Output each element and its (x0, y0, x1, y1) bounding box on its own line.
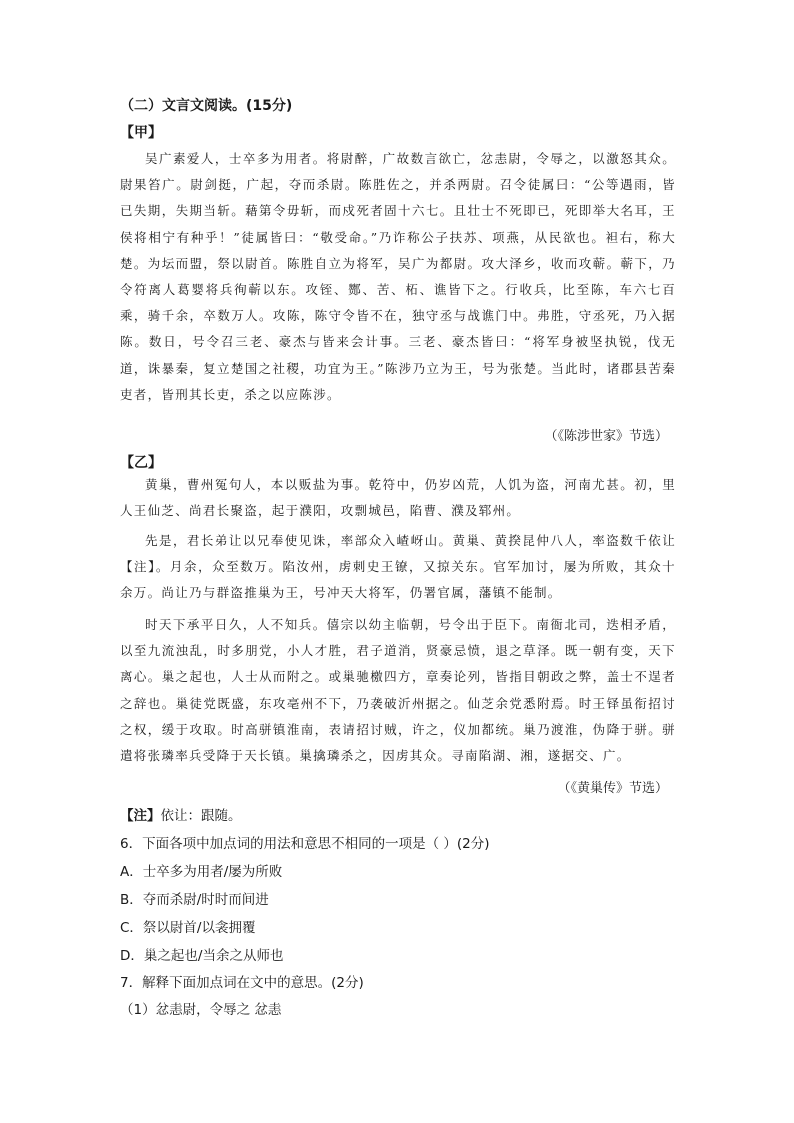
question-6-stem: 6．下面各项中加点词的用法和意思不相同的一项是（ ）(2分) (120, 836, 490, 852)
section-heading: （二）文言文阅读。(15分) (120, 98, 293, 114)
question-6-option-a: A．士卒多为用者/屡为所败 (120, 864, 283, 880)
question-6-option-d: D．巢之起也/当余之从师也 (120, 948, 284, 964)
passage-b-paragraph-3: 时天下承平日久，人不知兵。僖宗以幼主临朝，号令出于臣下。南衙北司，迭相矛盾，以至九流浊乱，时多朋党，小人才胜，君子道消，贤豪忌愤，退之草泽。既一朝有变，天下离心。巢之起也，人士从而附之。或巢驰檄四方，章奏论列，皆指目朝政之弊，盖士不逞者之辞也。巢徒党既盛，东攻亳州不下，乃袭破沂州据之。仙芝余党悉附焉。时王铎虽衔招讨之权，缓于攻取。时高骈镇淮南，表请招讨贼，许之，仪加都统。巢乃渡淮，伪降于骈。骈遣将张璘率兵受降于天长镇。巢擒璘杀之，因虏其众。寻南陷湖、湘，遂据交、广。 (120, 617, 676, 764)
question-7-stem: 7．解释下面加点词在文中的意思。(2分) (120, 975, 364, 991)
question-7-item-1: （1）忿恚尉，令辱之 忿恚 (120, 1002, 282, 1018)
passage-a-source: （《陈涉世家》节选） (544, 429, 668, 444)
passage-a-text: 吴广素爱人，士卒多为用者。将尉醉，广故数言欲亡，忿恚尉，令辱之，以激怒其众。尉果笞广。尉剑挺，广起，夺而杀尉。陈胜佐之，并杀两尉。召令徒属曰：“公等遇雨，皆已失期，失期当斩。藉第令毋斩，而戍死者固十六七。且壮士不死即已，死即举大名耳，王侯将相宁有种乎！”徒属皆曰：“敬受命。”乃诈称公子扶苏、项燕，从民欲也。袒右，称大楚。为坛而盟，祭以尉首。陈胜自立为将军，吴广为都尉。攻大泽乡，收而攻蕲。蕲下，乃令符离人葛婴将兵徇蕲以东。攻铚、酂、苦、柘、谯皆下之。行收兵，比至陈，车六七百乘，骑千余，卒数万人。攻陈，陈守令皆不在，独守丞与战谯门中。弗胜，守丞死，乃入据陈。数日，号令召三老、豪杰与皆来会计事。三老、豪杰皆曰：“将军身被坚执锐，伐无道，诛暴秦，复立楚国之社稷，功宜为王。”陈涉乃立为王，号为张楚。当此时，诸郡县苦秦吏者，皆刑其长吏，杀之以应陈涉。 (120, 151, 676, 402)
passage-a-tag: 【甲】 (120, 125, 162, 141)
note-text: 依让：跟随。 (160, 808, 242, 824)
passage-b-paragraph-1: 黄巢，曹州冤句人，本以贩盐为事。乾符中，仍岁凶荒，人饥为盗，河南尤甚。初，里人王仙芝、尚君长聚盗，起于濮阳，攻剽城邑，陷曹、濮及郓州。 (120, 477, 676, 519)
passage-b-paragraph-2: 先是，君长弟让以兄奉使见诛，率部众入嵖岈山。黄巢、黄揆昆仲八人，率盗数千依让【注】。月余，众至数万。陷汝州，虏刺史王镣，又掠关东。官军加讨，屡为所败，其众十余万。尚让乃与群盗推巢为王，号冲天大将军，仍署官属，藩镇不能制。 (120, 533, 676, 601)
passage-b-source: （《黄巢传》节选） (557, 781, 668, 796)
question-6-option-c: C．祭以尉首/以衾拥覆 (120, 920, 256, 936)
note-label: 【注】 (120, 808, 161, 824)
question-6-option-b: B．夺而杀尉/时时而间进 (120, 892, 269, 908)
annotation-note (120, 804, 242, 824)
passage-b-tag: 【乙】 (120, 455, 162, 471)
